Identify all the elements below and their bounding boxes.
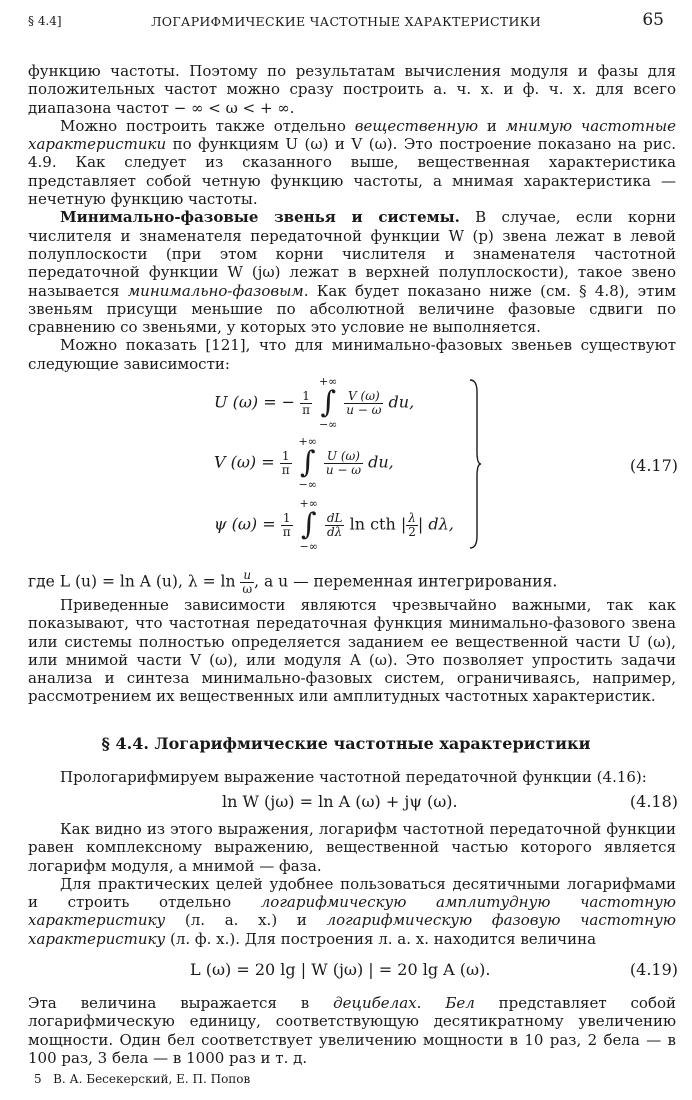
eq-4-17-line-2: V (ω) = $\frac{1}{\pi}$ +∞ ∫ −∞ $\frac{U (\omega)}{u - \omega}$ du, — [214, 435, 394, 491]
eq-4-19: L (ω) = 20 lg | W (jω) | = 20 lg A (ω). — [190, 960, 491, 979]
right-brace — [468, 378, 482, 550]
top-text — [28, 62, 676, 373]
signature-number: 5 — [34, 1072, 42, 1086]
eq-4-17-line-3: ψ (ω) = $\frac{1}{\pi}$ +∞ ∫ −∞ $\frac{dL}{d\lambda}$ ln cth | $\frac{\lambda}{2}$ | dλ, — [214, 497, 454, 553]
paragraph-1: функцию частоты. Поэтому по результатам вычисления модуля и фазы для положительных частот можно сразу построить а. ч. х. и ф. ч. х. для всего диапазона частот − ∞ < ω < + ∞. — [28, 62, 676, 117]
eq-4-18-number: (4.18) — [629, 792, 678, 811]
middle-text — [28, 596, 676, 706]
integral-sign: +∞ ∫ −∞ — [318, 375, 338, 431]
section-heading: § 4.4. Логарифмические частотные характеристики — [101, 734, 591, 753]
integral-sign: +∞ ∫ −∞ — [299, 497, 318, 553]
paragraph-3: Минимально-фазовые звенья и системы. В случае, если корни числителя и знаменателя передаточной функции W (p) звена лежат в левой полуплоскости (при этом корни числителя и знаменателя частотной передаточной функции W (jω) лежат в верхней полуплоскости), такое звено называется минимально-фазовым. Как будет показано ниже (см. § 4.8), этим звеньям присущи меньшие по абсолютной величине фазовые сдвиги по сравнению со звеньями, у которых это условие не выполняется. — [28, 208, 677, 337]
lower-text — [28, 820, 676, 948]
paragraph-9: Эта величина выражается в децибелах. Бел представляет собой логарифмическую единицу, соответствующую десятикратному увеличению мощности. Один бел соответствует увеличению мощности в 10 раз, 2 бела — в 100 раз, 3 бела — в 1000 раз и т. д. — [28, 994, 676, 1067]
footer-signature — [34, 1072, 250, 1086]
paragraph-2: Можно построить также отдельно вещественную и мнимую частотные характеристики по функциям U (ω) и V (ω). Это построение показано на рис. 4.9. Как следует из сказанного выше, вещественная характеристика представляет собой четную функцию частоты, а мнимая характеристика — нечетную функцию частоты. — [28, 116, 676, 209]
header-title: ЛОГАРИФМИЧЕСКИЕ ЧАСТОТНЫЕ ХАРАКТЕРИСТИКИ — [151, 14, 541, 29]
authors: В. А. Бесекерский, Е. П. Попов — [53, 1072, 251, 1086]
paragraph-5: Приведенные зависимости являются чрезвычайно важными, так как показывают, что частотная передаточная функция минимально-фазового звена или системы полностью определяется заданием ее вещественной части U (ω), или мнимой части V (ω), или модуля A (ω). Это позволяет упростить задачи анализа и синтеза минимально-фазовых систем, ограничиваясь, например, рассмотрением их вещественных или амплитудных частотных характеристик. — [28, 596, 676, 706]
where-line: где L (u) = ln A (u), λ = ln $\frac{u}{\omega}$ , а u — переменная интегрирования. — [28, 568, 558, 596]
eq-4-19-number: (4.19) — [629, 960, 678, 979]
paragraph-8: Для практических целей удобнее пользоваться десятичными логарифмами и строить отдельно логарифмическую амплитудную частотную характеристику (л. а. х.) и логарифмическую фазовую частотную характеристику (л. ф. х.). Для построения л. а. х. находится величина — [28, 874, 677, 948]
eq-4-17-number: (4.17) — [629, 456, 678, 475]
page-number: 65 — [642, 10, 664, 30]
eq-4-18: ln W (jω) = ln A (ω) + jψ (ω). — [222, 792, 458, 811]
bottom-text — [28, 994, 676, 1067]
paragraph-6-block — [28, 768, 676, 786]
paragraph-4: Можно показать [121], что для минимально-фазовых звеньев существуют следующие зависимости: — [28, 336, 676, 373]
paragraph-7: Как видно из этого выражения, логарифм частотной передаточной функции равен комплексному выражению, вещественной частью которого является логарифм модуля, а мнимой — фаза. — [28, 820, 676, 875]
eq-4-17-line-1: U (ω) = − $\frac{1}{\pi}$ +∞ ∫ −∞ $\frac{V (\omega)}{u - \omega}$ du, — [214, 375, 415, 431]
paragraph-6: Прологарифмируем выражение частотной передаточной функции (4.16): — [60, 768, 647, 786]
running-header — [28, 12, 664, 36]
header-section: § 4.4] — [28, 14, 62, 28]
integral-sign: +∞ ∫ −∞ — [298, 435, 317, 491]
